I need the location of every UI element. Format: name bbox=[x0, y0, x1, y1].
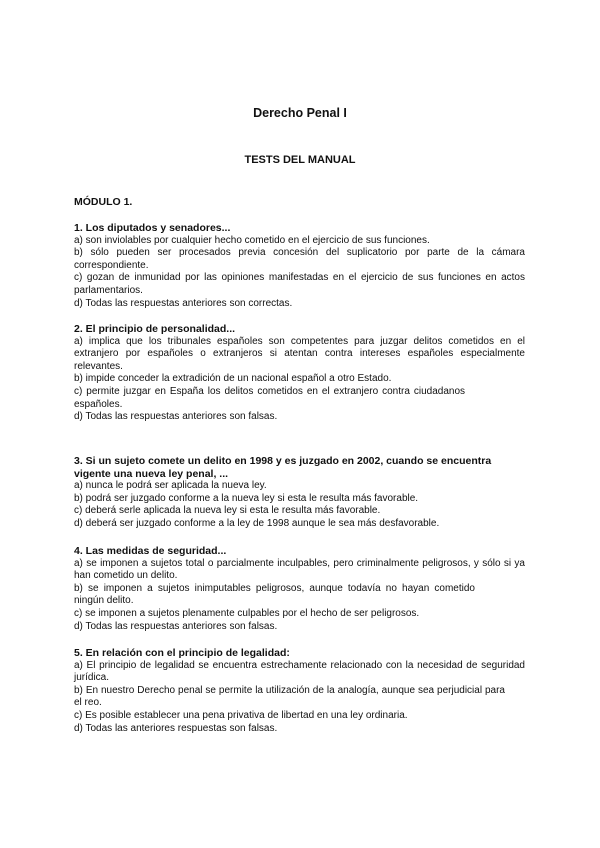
question-title: 1. Los diputados y senadores... bbox=[74, 222, 231, 234]
answer-option: b) se imponen a sujetos inimputables peligrosos, aunque todavía no hayan cometido ningún delito. bbox=[74, 582, 475, 607]
answer-option: a) son inviolables por cualquier hecho cometido en el ejercicio de sus funciones. bbox=[74, 234, 430, 246]
question-block bbox=[74, 323, 525, 424]
answer-option: c) Es posible establecer una pena privativa de libertad en una ley ordinaria. bbox=[74, 709, 408, 721]
answer-option: c) deberá serle aplicada la nueva ley si esta le resulta más favorable. bbox=[74, 505, 381, 517]
question-block bbox=[74, 545, 525, 633]
answer-option: a) El principio de legalidad se encuentra estrechamente relacionado con la necesidad de seguridad jurídica. bbox=[74, 659, 525, 684]
question-title: 2. El principio de personalidad... bbox=[74, 323, 236, 335]
answer-option: c) permite juzgar en España los delitos cometidos en el extranjero contra ciudadanos españoles. bbox=[74, 385, 465, 410]
answer-option: b) impide conceder la extradición de un nacional español a otro Estado. bbox=[74, 373, 392, 385]
question-title: 3. Si un sujeto comete un delito en 1998 y es juzgado en 2002, cuando se encuentra vigente una nueva ley penal, ... bbox=[74, 455, 492, 480]
answer-option: a) implica que los tribunales españoles son competentes para juzgar delitos cometidos en el extranjero por españoles o extranjeros si atentan contra intereses españoles especialmente relevantes. bbox=[74, 335, 525, 372]
answer-option: c) se imponen a sujetos plenamente culpables por el hecho de ser peligrosos. bbox=[74, 607, 420, 619]
answer-option: b) En nuestro Derecho penal se permite la utilización de la analogía, aunque sea perjudicial para el reo. bbox=[74, 684, 505, 709]
question-block bbox=[74, 455, 525, 531]
module-heading: MÓDULO 1. bbox=[74, 196, 133, 208]
answer-option: d) Todas las respuestas anteriores son falsas. bbox=[74, 620, 278, 632]
question-block bbox=[74, 647, 525, 735]
document-title: Derecho Penal I bbox=[253, 106, 347, 120]
answer-option: d) deberá ser juzgado conforme a la ley de 1998 aunque le sea más desfavorable. bbox=[74, 517, 440, 529]
answer-option: c) gozan de inmunidad por las opiniones manifestadas en el ejercicio de sus funciones en actos parlamentarios. bbox=[74, 272, 525, 296]
answer-option: b) podrá ser juzgado conforme a la nueva ley si esta le resulta más favorable. bbox=[74, 492, 419, 504]
document-subtitle: TESTS DEL MANUAL bbox=[244, 154, 356, 166]
answer-option: a) se imponen a sujetos total o parcialmente inculpables, pero criminalmente peligrosos, y sólo si ya han cometido un delito. bbox=[74, 557, 525, 582]
question-title: 4. Las medidas de seguridad... bbox=[74, 545, 227, 557]
answer-option: b) sólo pueden ser procesados previa concesión del suplicatorio por parte de la cámara correspondiente. bbox=[74, 247, 525, 271]
answer-option: a) nunca le podrá ser aplicada la nueva ley. bbox=[74, 480, 267, 492]
answer-option: d) Todas las respuestas anteriores son correctas. bbox=[74, 297, 293, 309]
question-title: 5. En relación con el principio de legalidad: bbox=[74, 647, 290, 659]
answer-option: d) Todas las anteriores respuestas son falsas. bbox=[74, 722, 278, 734]
answer-option: d) Todas las respuestas anteriores son falsas. bbox=[74, 411, 278, 423]
question-block bbox=[74, 222, 525, 310]
